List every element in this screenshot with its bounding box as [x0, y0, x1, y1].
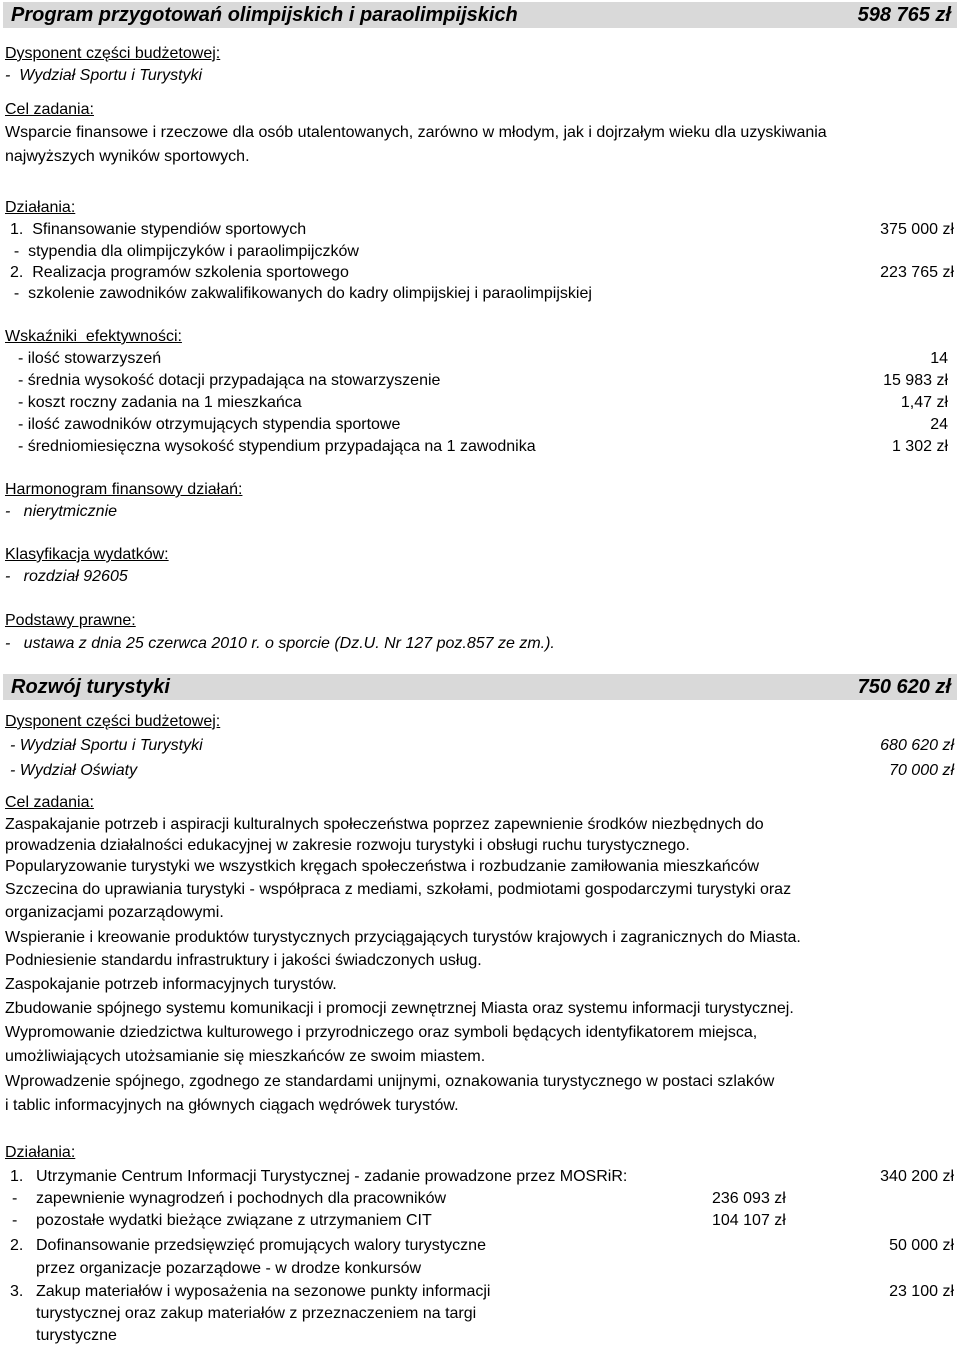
cel-text-line: Wprowadzenie spójnego, zgodnego ze standardami unijnymi, oznakowania turystycznego w postaci szlaków: [5, 1073, 775, 1090]
action-item: Utrzymanie Centrum Informacji Turystycznej - zadanie prowadzone przez MOSRiR:: [36, 1168, 628, 1185]
action-subamount: 104 107 zł: [712, 1212, 786, 1229]
cel-text-line: Zaspakajanie potrzeb i aspiracji kulturalnych społeczeństwa poprzez zapewnienie środków niezbędnych do: [5, 816, 764, 833]
section-header-olympic: [3, 2, 957, 28]
section-title: Program przygotowań olimpijskich i paraolimpijskich: [11, 4, 518, 26]
action-number: 3.: [10, 1283, 24, 1300]
cel-text-line: Zaspokajanie potrzeb informacyjnych turystów.: [5, 976, 337, 993]
action-item: 1. Sfinansowanie stypendiów sportowych: [10, 221, 307, 238]
klasyfikacja-item: - rozdział 92605: [5, 568, 128, 585]
dysponent-heading: Dysponent części budżetowej:: [5, 713, 221, 730]
action-item-cont: turystycznej oraz zakup materiałów z przeznaczeniem na targi: [36, 1305, 477, 1322]
cel-text-line: Podniesienie standardu infrastruktury i jakości świadczonych usług.: [5, 952, 482, 969]
klasyfikacja-heading: Klasyfikacja wydatków:: [5, 546, 169, 563]
cel-text-line: prowadzenia działalności edukacyjnej w zakresie rozwoju turystyki i obsługi ruchu turystycznego.: [5, 837, 690, 854]
action-amount: 223 765 zł: [880, 264, 954, 281]
cel-text-line: umożliwiających utożsamianie się mieszkańców ze swoim miastem.: [5, 1048, 486, 1065]
indicator-value: 1,47 zł: [900, 394, 948, 411]
cel-text-line: Wsparcie finansowe i rzeczowe dla osób utalentowanych, zarówno w młodym, jak i dojrzałym wieku dla uzyskiwania: [5, 124, 827, 141]
section-title: Rozwój turystyki: [11, 676, 170, 698]
cel-text-line: Szczecina do uprawiania turystyki - współpraca z mediami, szkołami, podmiotami gospodarczymi turystyki oraz: [5, 881, 792, 898]
podstawy-heading: Podstawy prawne:: [5, 612, 136, 629]
cel-text-line: Popularyzowanie turystyki we wszystkich kręgach społeczeństwa i rozbudzanie zamiłowania mieszkańców: [5, 858, 760, 875]
action-item-cont: turystyczne: [36, 1327, 117, 1344]
action-subitem: - szkolenie zawodników zakwalifikowanych do kadry olimpijskiej i paraolimpijskiej: [5, 285, 592, 302]
action-item: Dofinansowanie przedsięwzięć promujących walory turystyczne: [36, 1237, 486, 1254]
cel-text-line: i tablic informacyjnych na głównych ciągach wędrówek turystów.: [5, 1097, 459, 1114]
indicator-label: - koszt roczny zadania na 1 mieszkańca: [18, 394, 302, 411]
dysponent-item: - Wydział Sportu i Turystyki: [10, 737, 203, 754]
action-item: Zakup materiałów i wyposażenia na sezonowe punkty informacji: [36, 1283, 491, 1300]
indicator-label: - średnia wysokość dotacji przypadająca na stowarzyszenie: [18, 372, 441, 389]
action-number: 2.: [10, 1237, 24, 1254]
cel-text-line: organizacjami pozarządowymi.: [5, 904, 224, 921]
dysponent-amount: 680 620 zł: [880, 737, 954, 754]
action-number: 1.: [10, 1168, 24, 1185]
indicator-label: - średniomiesięczna wysokość stypendium przypadająca na 1 zawodnika: [18, 438, 536, 455]
action-amount: 375 000 zł: [880, 221, 954, 238]
indicator-label: - ilość stowarzyszeń: [18, 350, 162, 367]
action-dash: -: [12, 1212, 18, 1229]
cel-text-line: Wypromowanie dziedzictwa kulturowego i przyrodniczego oraz symboli będących identyfikatorem miejsca,: [5, 1024, 758, 1041]
dysponent-item: - Wydział Sportu i Turystyki: [5, 67, 203, 84]
action-item-cont: przez organizacje pozarządowe - w drodze konkursów: [36, 1260, 422, 1277]
cel-text-line: Zbudowanie spójnego systemu komunikacji i promocji zewnętrznej Miasta oraz systemu informacji turystycznej.: [5, 1000, 794, 1017]
dysponent-item: - Wydział Oświaty: [10, 762, 138, 779]
indicator-value: 15 983 zł: [883, 372, 948, 389]
indicator-value: 24: [930, 416, 948, 433]
harmonogram-item: - nierytmicznie: [5, 503, 118, 520]
wskazniki-heading: Wskaźniki efektywności:: [5, 328, 182, 345]
harmonogram-heading: Harmonogram finansowy działań:: [5, 481, 243, 498]
action-item: 2. Realizacja programów szkolenia sportowego: [10, 264, 349, 281]
indicator-label: - ilość zawodników otrzymujących stypendia sportowe: [18, 416, 401, 433]
action-amount: 340 200 zł: [880, 1168, 954, 1185]
dysponent-heading: Dysponent części budżetowej:: [5, 45, 221, 62]
action-amount: 50 000 zł: [889, 1237, 954, 1254]
indicator-value: 14: [930, 350, 948, 367]
dzialania-heading: Działania:: [5, 199, 76, 216]
cel-heading: Cel zadania:: [5, 101, 94, 118]
action-subamount: 236 093 zł: [712, 1190, 786, 1207]
section-amount: 750 620 zł: [857, 676, 951, 698]
action-dash: -: [12, 1190, 18, 1207]
dysponent-amount: 70 000 zł: [889, 762, 954, 779]
action-amount: 23 100 zł: [889, 1283, 954, 1300]
podstawy-item: - ustawa z dnia 25 czerwca 2010 r. o sporcie (Dz.U. Nr 127 poz.857 ze zm.).: [5, 635, 555, 652]
cel-text-line: najwyższych wyników sportowych.: [5, 148, 250, 165]
cel-heading: Cel zadania:: [5, 794, 94, 811]
action-subitem: pozostałe wydatki bieżące związane z utrzymaniem CIT: [36, 1212, 432, 1229]
action-subitem: zapewnienie wynagrodzeń i pochodnych dla pracowników: [36, 1190, 447, 1207]
action-subitem: - stypendia dla olimpijczyków i paraolimpijczków: [5, 243, 359, 260]
indicator-value: 1 302 zł: [891, 438, 948, 455]
section-header-tourism: [3, 674, 957, 700]
cel-text-line: Wspieranie i kreowanie produktów turystycznych przyciągających turystów krajowych i zagranicznych do Miasta.: [5, 929, 801, 946]
dzialania-heading: Działania:: [5, 1144, 76, 1161]
section-amount: 598 765 zł: [857, 4, 951, 26]
